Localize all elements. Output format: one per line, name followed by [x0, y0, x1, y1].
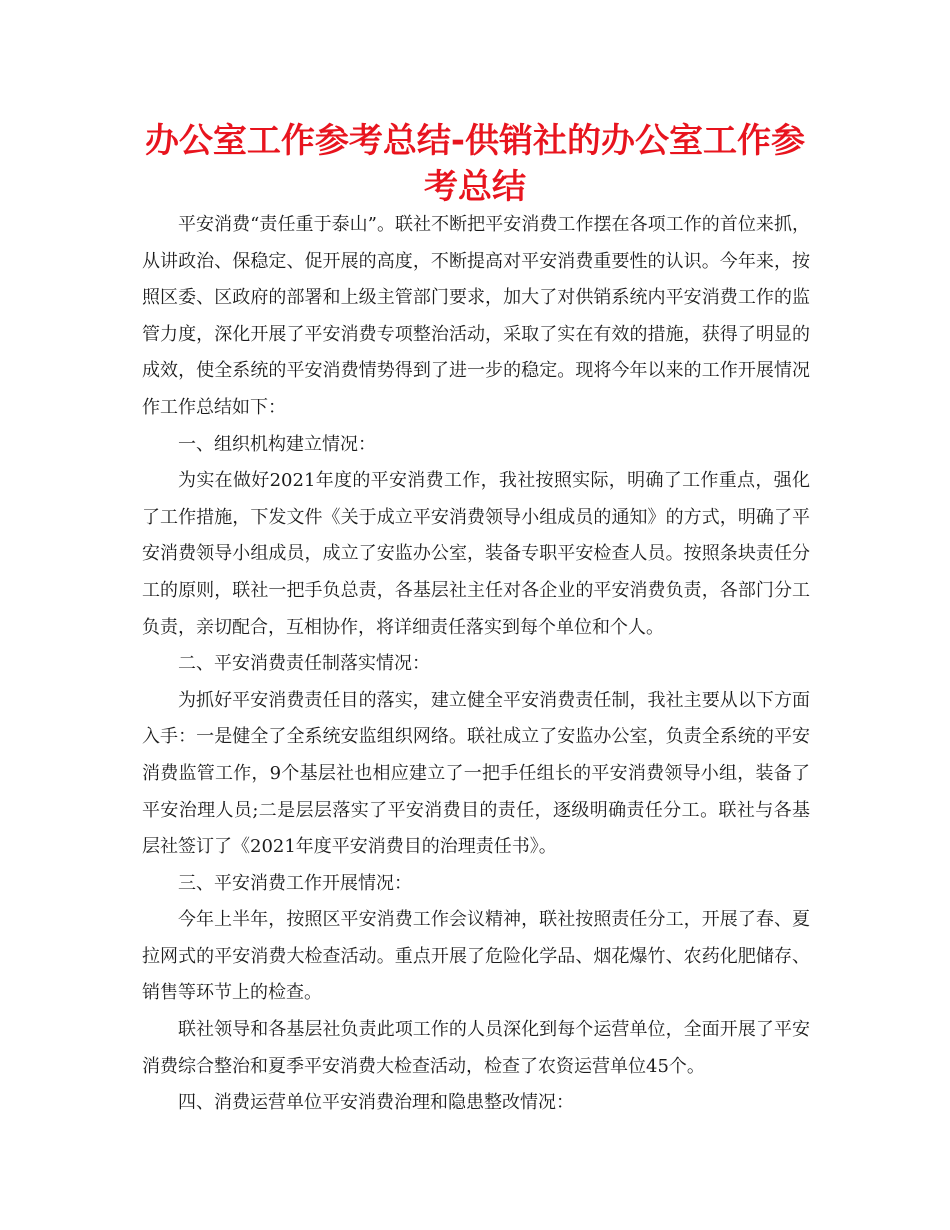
section-heading-2: 二、平安消费责任制落实情况：	[178, 653, 430, 675]
section-heading-1: 一、组织机构建立情况：	[178, 433, 376, 455]
paragraph-organization: 为实在做好2021年度的平安消费工作，我社按照实际，明确了工作重点，强化了工作措施，下发文件《关于成立平安消费领导小组成员的通知》的方式，明确了平安消费领导小组成员，成立了安监办公室，装备专职平安检查人员。按照条块责任分工的原则，联社一把手负总责，各基层社主任对各企业的平安消费负责，各部门分工负责，亲切配合，互相协作，将详细责任落实到每个单位和个人。	[142, 470, 810, 638]
paragraph-leaders: 联社领导和各基层社负责此项工作的人员深化到每个运营单位，全面开展了平安消费综合整治和夏季平安消费大检查活动，检查了农资运营单位45个。	[142, 1019, 810, 1077]
section-heading-4: 四、消费运营单位平安消费治理和隐患整改情况：	[178, 1092, 574, 1114]
paragraph-inspection: 今年上半年，按照区平安消费工作会议精神，联社按照责任分工，开展了春、夏拉网式的平安消费大检查活动。重点开展了危险化学品、烟花爆竹、农药化肥储存、销售等环节上的检查。	[142, 909, 810, 1004]
document-body	[142, 207, 810, 1122]
document-title: 办公室工作参考总结-供销社的办公室工作参考总结	[144, 121, 806, 207]
paragraph-responsibility: 为抓好平安消费责任目的落实，建立健全平安消费责任制，我社主要从以下方面入手：一是健全了全系统安监组织网络。联社成立了安监办公室，负责全系统的平安消费监管工作，9个基层社也相应建立了一把手任组长的平安消费领导小组，装备了平安治理人员;二是层层落实了平安消费目的责任，逐级明确责任分工。联社与各基层社签订了《2021年度平安消费目的治理责任书》。	[142, 689, 810, 858]
section-heading-3: 三、平安消费工作开展情况：	[178, 872, 412, 894]
paragraph-intro: 平安消费“责任重于泰山”。联社不断把平安消费工作摆在各项工作的首位来抓，从讲政治、保稳定、促开展的高度，不断提高对平安消费重要性的认识。今年来，按照区委、区政府的部署和上级主管部门要求，加大了对供销系统内平安消费工作的监管力度，深化开展了平安消费专项整治活动，采取了实在有效的措施，获得了明显的成效，使全系统的平安消费情势得到了进一步的稳定。现将今年以来的工作开展情况作工作总结如下：	[142, 214, 810, 418]
